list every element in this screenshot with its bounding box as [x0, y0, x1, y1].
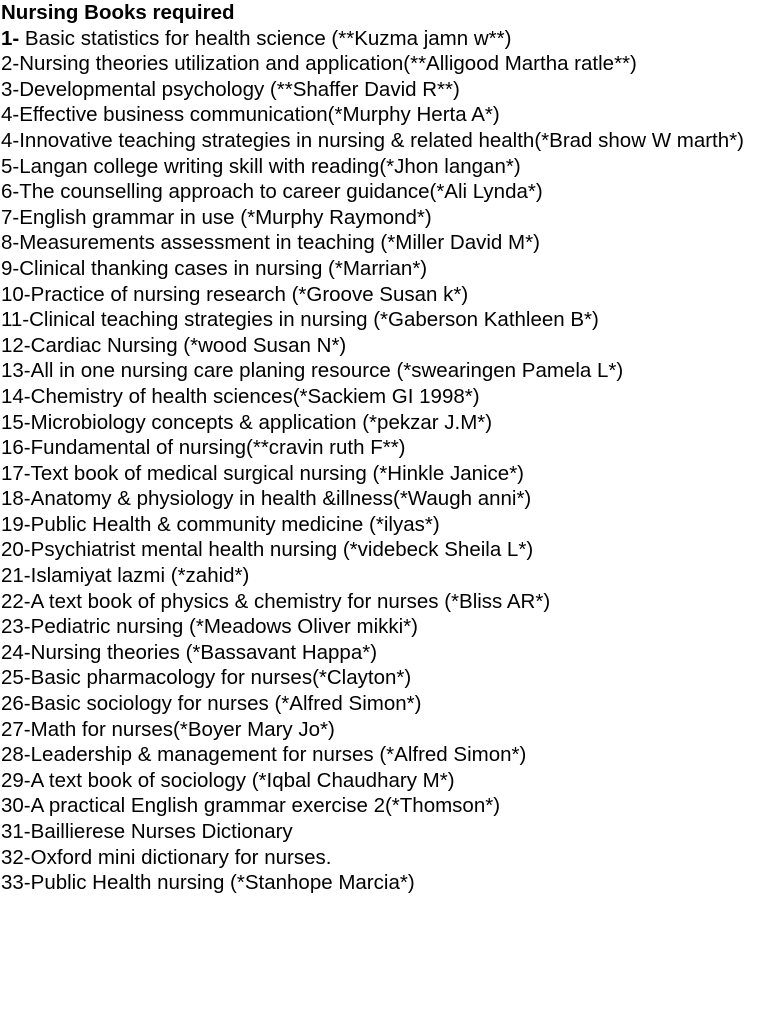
item-number: 16- — [1, 436, 31, 460]
list-item — [1, 589, 765, 615]
item-number: 4- — [1, 103, 20, 127]
list-item — [1, 179, 765, 205]
document-title: Nursing Books required — [1, 1, 235, 24]
item-text: Fundamental of nursing(**cravin ruth F**) — [30, 436, 406, 460]
item-text: Islamiyat lazmi (*zahid*) — [30, 564, 250, 588]
item-number: 12- — [1, 333, 31, 357]
item-number: 11- — [1, 308, 30, 332]
item-text: Basic statistics for health science (**Kuzma jamn w**) — [19, 26, 512, 50]
list-item — [1, 819, 765, 845]
item-text: Basic pharmacology for nurses(*Clayton*) — [30, 666, 412, 690]
item-text: Clinical thanking cases in nursing (*Marrian*) — [19, 256, 428, 280]
item-text: Measurements assessment in teaching (*Miller David M*) — [19, 231, 540, 255]
item-text: Oxford mini dictionary for nurses. — [30, 845, 332, 869]
item-text: Pediatric nursing (*Meadows Oliver mikki*) — [30, 615, 418, 639]
item-text: Clinical teaching strategies in nursing (*Gaberson Kathleen B*) — [29, 308, 599, 332]
item-text: Cardiac Nursing (*wood Susan N*) — [30, 333, 347, 357]
item-text: A practical English grammar exercise 2(*Thomson*) — [30, 794, 501, 818]
item-number: 31- — [1, 820, 31, 843]
item-number: 29- — [1, 768, 31, 792]
item-text: Leadership & management for nurses (*Alfred Simon*) — [30, 743, 527, 767]
list-item — [1, 26, 765, 52]
list-item — [1, 512, 765, 538]
item-number: 2- — [1, 52, 20, 76]
list-item — [1, 410, 765, 436]
list-item — [1, 256, 765, 282]
list-item — [1, 333, 765, 359]
item-text: Chemistry of health sciences(*Sackiem GI 1998*) — [30, 384, 480, 408]
list-item — [1, 486, 765, 512]
list-item — [1, 563, 765, 589]
item-number: 25- — [1, 666, 31, 690]
item-number: 18- — [1, 487, 31, 511]
item-text: Baillierese Nurses Dictionary — [30, 820, 293, 843]
item-number: 21- — [1, 564, 31, 588]
list-item — [1, 307, 765, 333]
item-number: 9- — [1, 256, 20, 280]
item-number: 32- — [1, 845, 31, 869]
list-item — [1, 461, 765, 487]
item-number: 28- — [1, 743, 31, 767]
list-item — [1, 205, 765, 231]
item-number: 24- — [1, 640, 31, 664]
list-item — [1, 845, 765, 871]
item-number: 13- — [1, 359, 31, 383]
item-text: A text book of physics & chemistry for nurses (*Bliss AR*) — [30, 589, 551, 613]
item-number: 27- — [1, 717, 31, 741]
item-number: 10- — [1, 282, 31, 306]
item-text: Developmental psychology (**Shaffer David R**) — [19, 77, 460, 101]
item-text: Innovative teaching strategies in nursing & related health(*Brad show W marth*) — [19, 128, 744, 152]
item-text: Practice of nursing research (*Groove Susan k*) — [30, 282, 469, 306]
item-text: Nursing theories utilization and application(**Alligood Martha ratle**) — [19, 52, 637, 76]
item-text: A text book of sociology (*Iqbal Chaudhary M*) — [30, 768, 455, 792]
item-number: 6- — [1, 180, 20, 204]
list-item — [1, 793, 765, 819]
item-number: 17- — [1, 461, 31, 485]
item-number: 3- — [1, 77, 20, 101]
item-number: 26- — [1, 692, 31, 716]
list-item — [1, 742, 765, 768]
item-number: 7- — [1, 205, 20, 229]
item-text: Microbiology concepts & application (*pekzar J.M*) — [30, 410, 493, 434]
list-item — [1, 77, 765, 103]
item-text: Nursing theories (*Bassavant Happa*) — [30, 640, 378, 664]
list-item — [1, 665, 765, 691]
list-item — [1, 768, 765, 794]
item-number: 22- — [1, 589, 31, 613]
list-item — [1, 102, 765, 128]
item-text: All in one nursing care planing resource (*swearingen Pamela L*) — [30, 359, 624, 383]
item-text: Math for nurses(*Boyer Mary Jo*) — [30, 717, 335, 741]
book-list — [1, 26, 765, 896]
item-number: 19- — [1, 512, 31, 536]
item-number: 20- — [1, 538, 31, 562]
item-number: 30- — [1, 794, 31, 818]
list-item — [1, 717, 765, 743]
list-item — [1, 435, 765, 461]
list-item — [1, 870, 765, 896]
list-item — [1, 154, 765, 180]
item-number: 4- — [1, 128, 20, 152]
item-text: Anatomy & physiology in health &illness(*Waugh anni*) — [30, 487, 532, 511]
item-text: The counselling approach to career guidance(*Ali Lynda*) — [19, 180, 543, 204]
list-item — [1, 614, 765, 640]
list-item — [1, 537, 765, 563]
item-text: Psychiatrist mental health nursing (*videbeck Sheila L*) — [30, 538, 534, 562]
list-item — [1, 230, 765, 256]
item-text: Public Health nursing (*Stanhope Marcia*) — [30, 871, 415, 895]
item-number: 15- — [1, 410, 31, 434]
item-number: 33- — [1, 871, 31, 895]
item-number: 1- — [1, 26, 20, 50]
item-number: 14- — [1, 384, 31, 408]
list-item — [1, 128, 765, 154]
list-item — [1, 51, 765, 77]
document — [1, 0, 765, 896]
list-item — [1, 640, 765, 666]
list-item — [1, 282, 765, 308]
item-text: Langan college writing skill with reading(*Jhon langan*) — [19, 154, 521, 178]
item-text: English grammar in use (*Murphy Raymond*) — [19, 205, 432, 229]
item-number: 23- — [1, 615, 31, 639]
item-text: Basic sociology for nurses (*Alfred Simon*) — [30, 692, 422, 716]
item-number: 5- — [1, 154, 20, 178]
list-item — [1, 384, 765, 410]
list-item — [1, 358, 765, 384]
item-text: Text book of medical surgical nursing (*Hinkle Janice*) — [30, 461, 525, 485]
list-item — [1, 691, 765, 717]
item-text: Public Health & community medicine (*ilyas*) — [30, 512, 440, 536]
item-text: Effective business communication(*Murphy Herta A*) — [19, 103, 500, 127]
item-number: 8- — [1, 231, 20, 255]
